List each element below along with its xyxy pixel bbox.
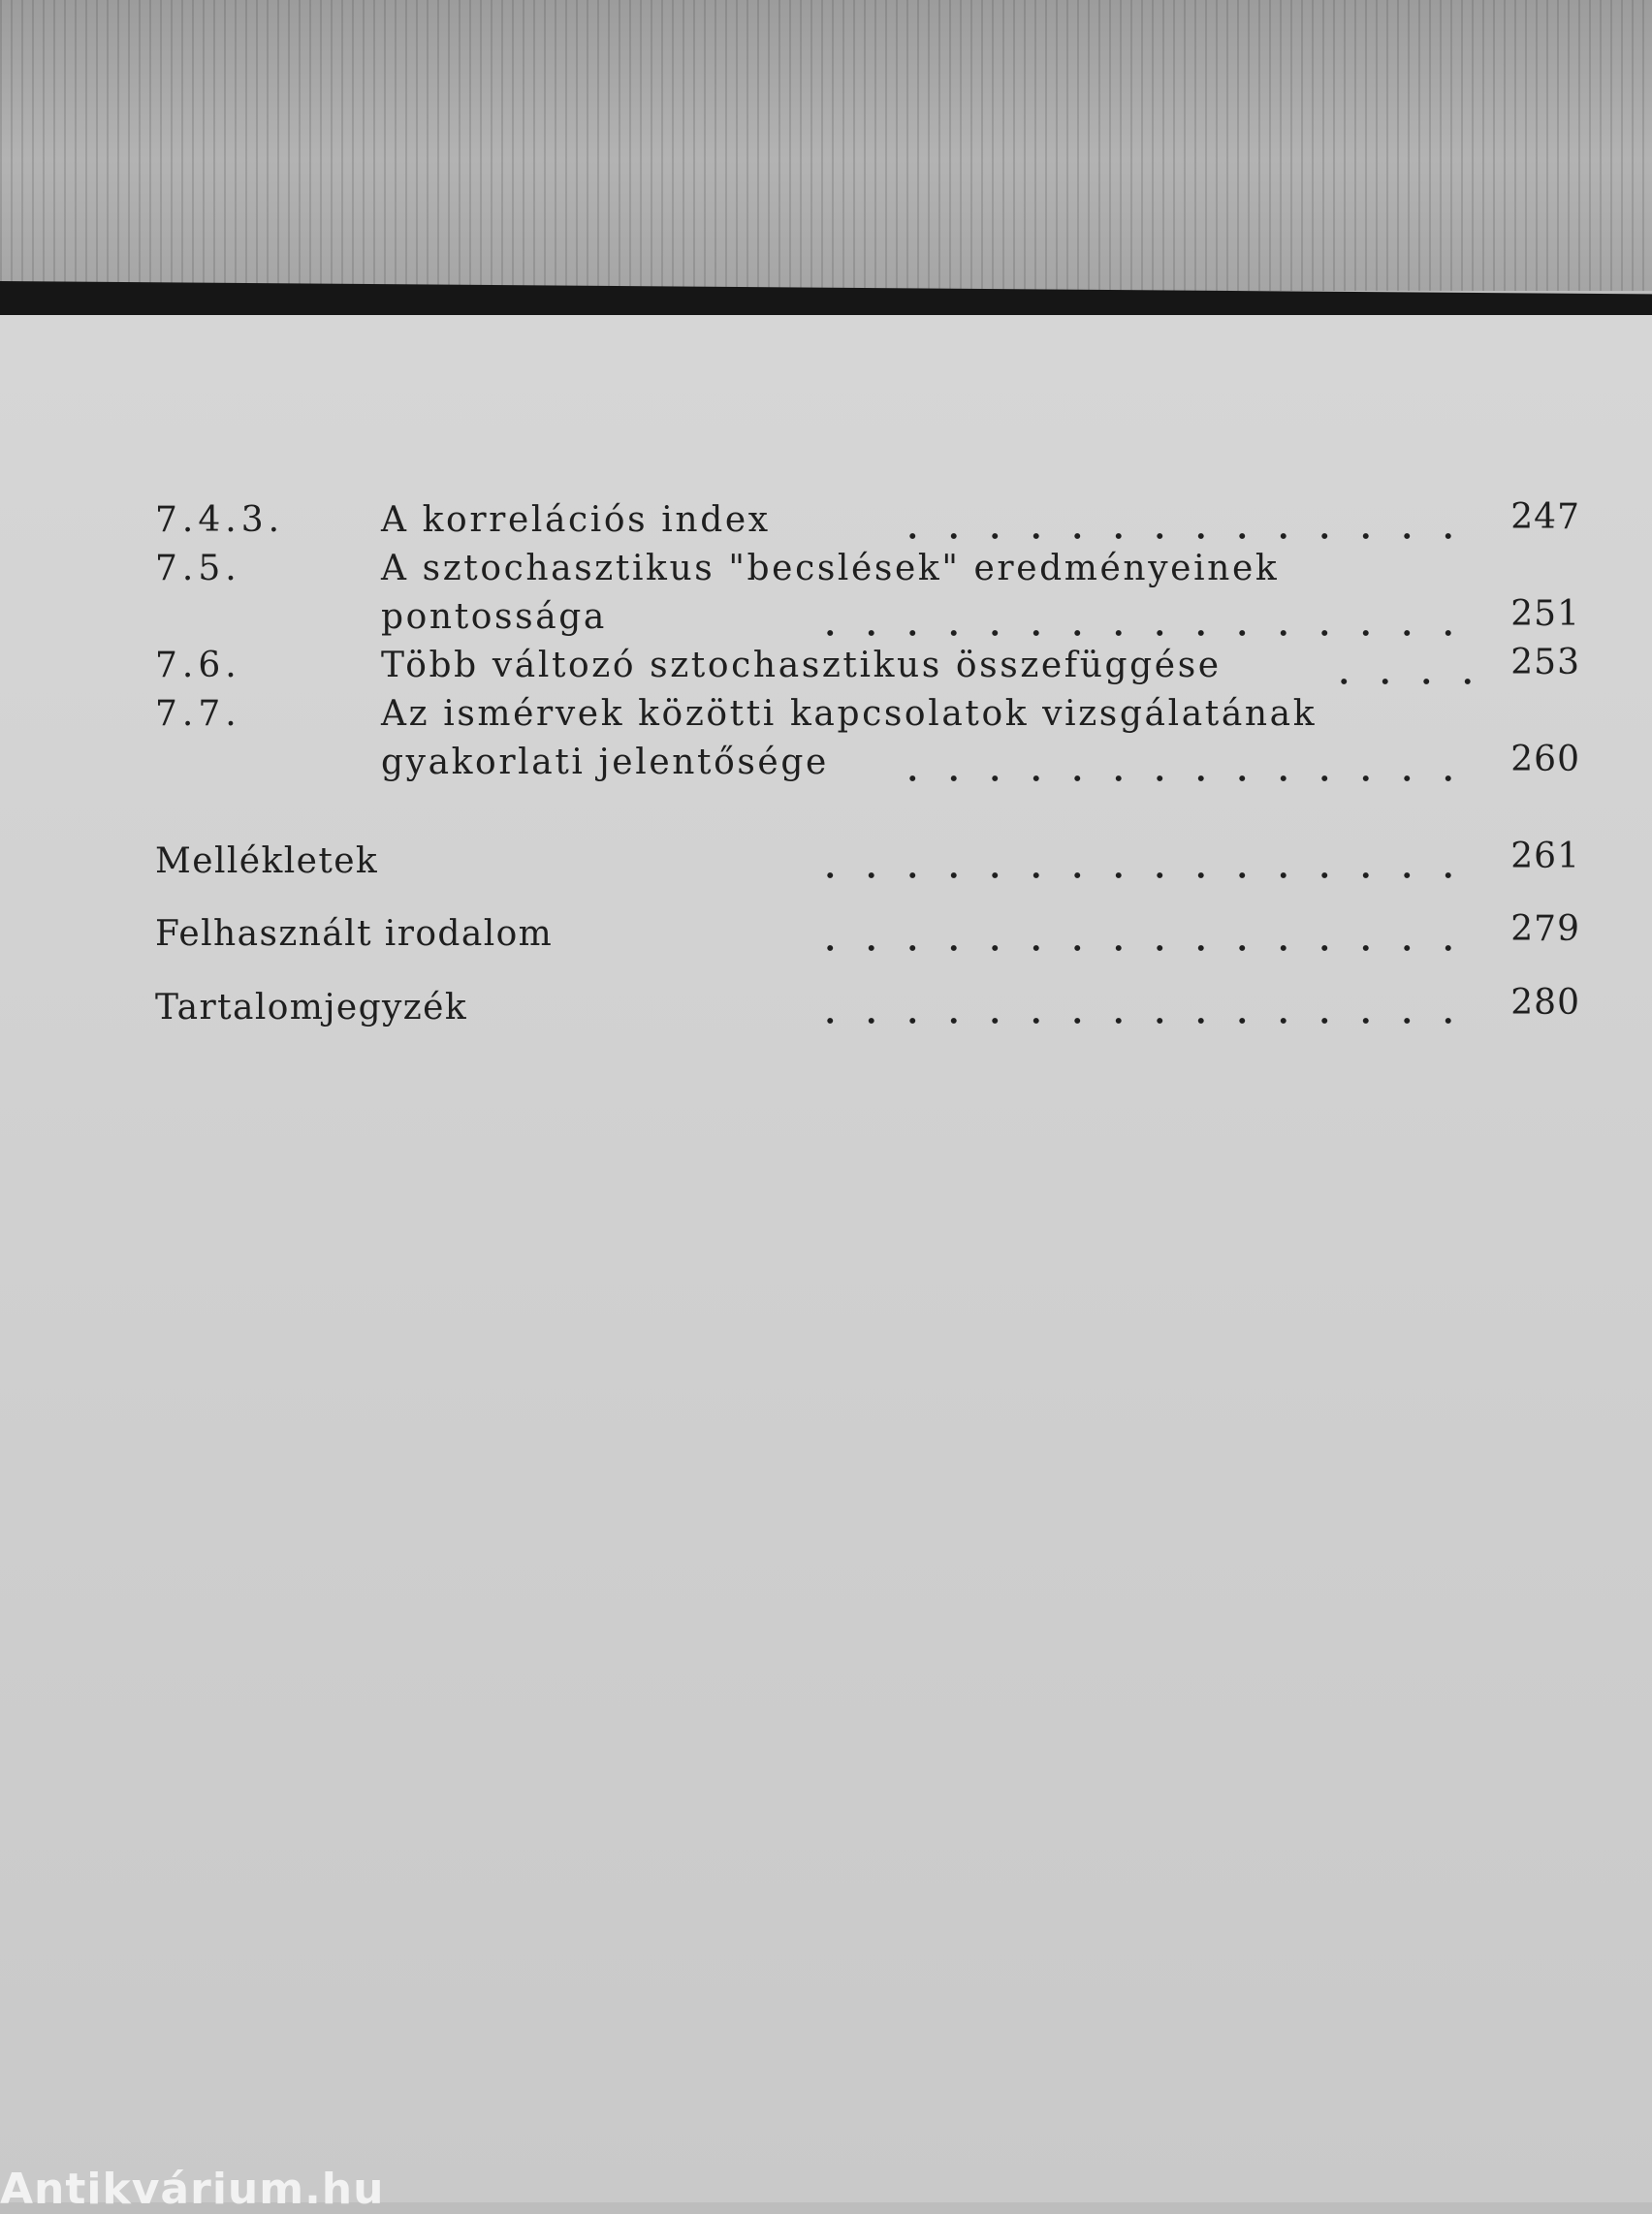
toc-entry-page: 247 <box>1510 497 1580 537</box>
watermark: Antikvárium.hu <box>0 2165 385 2214</box>
toc-entry-title: Mellékletek <box>155 841 379 881</box>
toc-entry-page: 251 <box>1510 594 1580 634</box>
document-page <box>0 315 1652 2202</box>
toc-entry-number: 7.4.3. <box>155 500 285 540</box>
toc-entry-page: 253 <box>1510 643 1580 682</box>
toc-entry-page: 279 <box>1510 909 1580 949</box>
table-of-contents <box>0 315 1652 1091</box>
toc-entry-page: 280 <box>1510 983 1580 1023</box>
toc-entry-number: 7.6. <box>155 646 241 685</box>
toc-entry-title: Tartalomjegyzék <box>155 988 468 1028</box>
toc-entry-title: Az ismérvek közötti kapcsolatok vizsgálatának <box>381 694 1318 734</box>
dot-leaders <box>810 1016 1483 1026</box>
toc-entry-title: Több változó sztochasztikus összefüggése <box>381 646 1222 685</box>
toc-entry-page: 261 <box>1510 837 1580 876</box>
dot-leaders <box>810 943 1483 953</box>
toc-entry-title: Felhasznált irodalom <box>155 914 554 954</box>
toc-entry-title-continued: gyakorlati jelentősége <box>381 743 829 782</box>
toc-entry-title: A sztochasztikus "becslések" eredményeinek <box>381 549 1280 588</box>
dot-leaders <box>892 774 1483 783</box>
toc-entry-page: 260 <box>1510 740 1580 779</box>
background-surface <box>0 0 1652 291</box>
dot-leaders <box>892 531 1483 541</box>
toc-entry-title: A korrelációs index <box>381 500 771 540</box>
dot-leaders <box>810 628 1483 638</box>
toc-entry-title-continued: pontossága <box>381 597 607 637</box>
toc-entry-number: 7.7. <box>155 694 241 734</box>
dot-leaders <box>810 870 1483 880</box>
toc-entry-number: 7.5. <box>155 549 241 588</box>
